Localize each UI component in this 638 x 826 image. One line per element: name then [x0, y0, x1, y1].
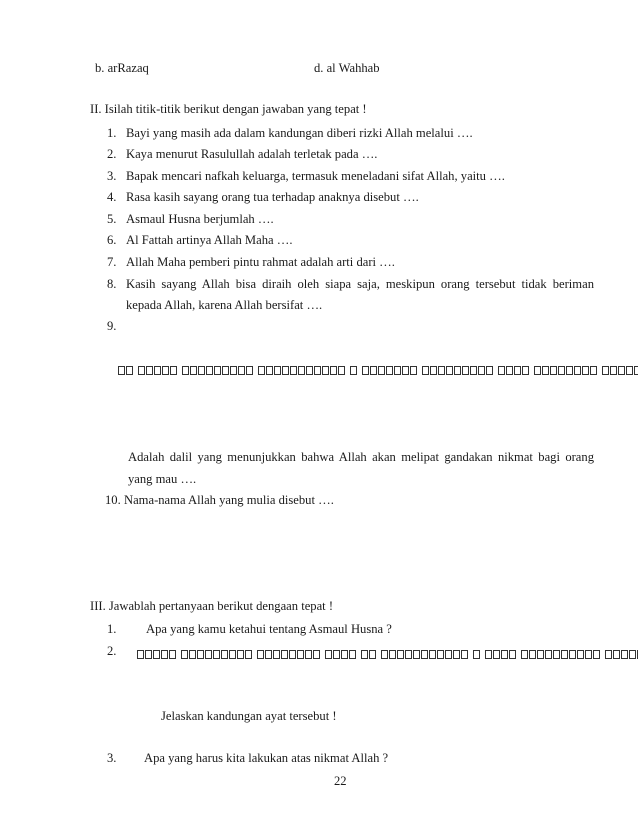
- item-number: 1.: [107, 126, 117, 140]
- question-text: Bayi yang masih ada dalam kandungan diberi rizki Allah melalui ….: [126, 126, 473, 140]
- item-number: 8.: [107, 277, 117, 291]
- item-number: 7.: [107, 255, 117, 269]
- question-text: Allah Maha pemberi pintu rahmat adalah arti dari ….: [126, 255, 395, 269]
- section-3-heading: III. Jawablah pertanyaan berikut dengaan tepat !: [90, 599, 334, 613]
- question-text: Jelaskan kandungan ayat tersebut !: [161, 709, 337, 723]
- item-number: 3.: [107, 169, 117, 183]
- page-number: 22: [334, 774, 347, 788]
- question-text: Al Fattah artinya Allah Maha ….: [126, 233, 293, 247]
- question-text: Asmaul Husna berjumlah ….: [126, 212, 274, 226]
- item-number: 6.: [107, 233, 117, 247]
- section-2-heading: II. Isilah titik-titik berikut dengan jawaban yang tepat !: [90, 102, 367, 116]
- option-b: b. arRazaq: [95, 61, 149, 75]
- question-text-continued: kepada Allah, karena Allah bersifat ….: [126, 298, 323, 312]
- item-number: 2.: [107, 147, 117, 161]
- question-text-continued: yang mau ….: [128, 472, 197, 486]
- arabic-verse-1: [118, 364, 638, 376]
- question-text: Kasih sayang Allah bisa diraih oleh siapa saja, meskipun orang tersebut tidak beriman: [126, 277, 594, 291]
- question-text: Bapak mencari nafkah keluarga, termasuk meneladani sifat Allah, yaitu ….: [126, 169, 505, 183]
- question-text: Rasa kasih sayang orang tua terhadap anaknya disebut ….: [126, 190, 419, 204]
- item-number: 1.: [107, 622, 117, 636]
- question-text: Nama-nama Allah yang mulia disebut ….: [124, 493, 334, 507]
- arabic-verse-2: [137, 648, 638, 660]
- option-d: d. al Wahhab: [314, 61, 380, 75]
- item-number: 5.: [107, 212, 117, 226]
- question-text: Kaya menurut Rasulullah adalah terletak pada ….: [126, 147, 378, 161]
- item-number: 2.: [107, 644, 117, 658]
- item-number: 10.: [105, 493, 121, 507]
- item-number: 4.: [107, 190, 117, 204]
- question-text: Apa yang kamu ketahui tentang Asmaul Husna ?: [146, 622, 392, 636]
- question-text: Adalah dalil yang menunjukkan bahwa Allah akan melipat gandakan nikmat bagi orang: [128, 450, 594, 464]
- item-number: 9.: [107, 319, 117, 333]
- question-text: Apa yang harus kita lakukan atas nikmat Allah ?: [144, 751, 389, 765]
- item-number: 3.: [107, 751, 117, 765]
